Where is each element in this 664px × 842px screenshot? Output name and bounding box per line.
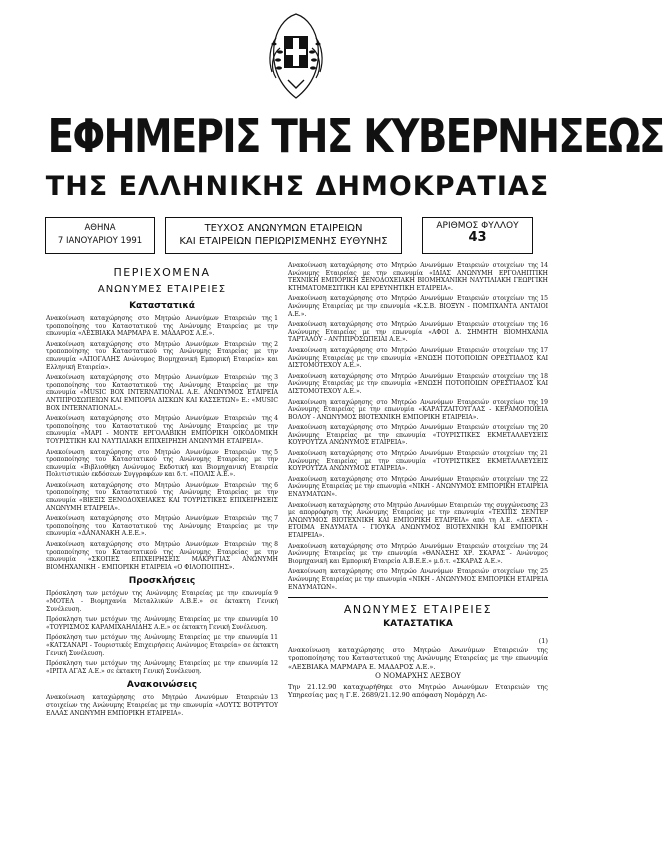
toc-invitation-entry [46,590,278,613]
toc-section-heading: ΑΝΩΝΥΜΕΣ ΕΤΑΙΡΕΙΕΣ [97,284,227,295]
toc-announcement-entry [288,262,548,292]
entry-page-number: 23 [540,501,548,509]
toc-statute-entry [46,341,278,371]
item-text: Ανακοίνωση καταχώρησης στο Μητρώο Ανωνύμων Εταιρειών της τροποποίησης του Καταστατικού της Ανώνυμης Εταιρείας με την επωνυμία «ΛΕΣΒΙΑΚΑ ΜΑΡΜΑΡΑ Ε. ΜΑΔΑΡΟΣ Α.Ε.». [288,645,548,671]
entry-text: Ανακοίνωση καταχώρησης στο Μητρώο Ανωνύμων Εταιρειών στοιχείων της Ανώνυμης Εταιρείας με την επωνυμία «ΝΙΚΗ - ΑΝΩΝΥΜΟΣ ΕΜΠΟΡΙΚΗ ΕΤΑΙΡΕΙΑ ΕΝΔΥΜΑΤΩΝ». [288,568,548,591]
masthead-subtitle: ΤΗΣ ΕΛΛΗΝΙΚΗΣ ΔΗΜΟΚΡΑΤΙΑΣ [45,171,550,202]
section-divider [288,597,548,598]
body-paragraph: Την 21.12.90 καταχωρήθηκε στο Μητρώο Ανωνύμων Εταιρειών της Υπηρεσίας μας η Γ.Ε. 2689/21.12.90 απόφαση Νομάρχη Λε- [288,682,548,699]
toc-invitations-heading: Προσκλήσεις [128,576,196,587]
entry-text: Ανακοίνωση καταχώρησης στο Μητρώο Ανωνύμων Εταιρειών της τροποποίησης του Καταστατικού της Ανώνυμης Εταιρείας με την επωνυμία «ΔΑΝΑΝΑΚΗ Α.Ε.Ε.». [46,515,278,538]
entry-text: Ανακοίνωση καταχώρησης στο Μητρώο Ανωνύμων Εταιρειών στοιχείων της Ανώνυμης Εταιρείας με την επωνυμία «ΙΔΙΑΣ ΑΝΩΝΥΜΗ ΕΡΓΟΛΗΠΤΙΚΗ ΤΕΧΝΙΚΗ ΕΜΠΟΡΙΚΗ ΞΕΝΟΔΟΧΕΙΑΚΗ ΒΙΟΜΗΧΑΝΙΚΗ ΝΑΥΤΙΛΙΑΚΗ ΓΕΩΡΓΙΚΗ ΚΤΗΜΑΤΟΜΕΣΙΤΙΚΗ ΚΑΙ ΕΡΕΥΝΗΤΙΚΗ ΕΤΑΙΡΕΙΑ». [288,262,548,292]
entry-text: Ανακοίνωση καταχώρησης στο Μητρώο Ανωνύμων Εταιρειών στοιχείων της Ανώνυμης Εταιρείας με την επωνυμία «ΕΝΩΣΗ ΠΟΤΟΠΟΙΩΝ ΟΡΕΣΤΙΑΔΟΣ ΚΑΙ ΔΙΣΤΟΜΟΤΕΧΟΥ Α.Ε.». [288,346,548,370]
entry-page-number: 14 [540,262,548,269]
entry-text: Ανακοίνωση καταχώρησης στο Μητρώο Ανωνύμων Εταιρειών στοιχείων της Ανώνυμης Εταιρείας με την επωνυμία «Κ.Σ.Β. ΒΙΟΞΥΝ - ΠΟΜΠΧΑΝΤΑ ΑΝΤΑΙΟΙ Α.Ε.». [288,295,548,318]
entry-text: Ανακοίνωση καταχώρησης στο Μητρώο Ανωνύμων Εταιρειών της τροποποίησης του Καταστατικού της Ανώνυμης Εταιρείας με την επωνυμία «MUSIC BOX INTERNATIONAL Α.Ε. ΑΝΩΝΥΜΟΣ ΕΤΑΙΡΕΙΑ ΑΝΤΙΠΡΟΣΩΠΕΙΩΝ ΚΑΙ ΕΜΠΟΡΙΑ ΔΙΣΚΩΝ ΚΑΙ ΚΑΣΣΕΤΩΝ» Ε.: «MUSIC BOX INTERNATIONAL». [46,374,278,412]
toc-announcements-heading: Ανακοινώσεις [126,680,198,691]
issue-type-line1: ΤΕΥΧΟΣ ΑΝΩΝΥΜΩΝ ΕΤΑΙΡΕΙΩΝ [204,223,363,234]
entry-page-number: 20 [540,424,548,432]
entry-page-number: 12 [270,660,278,668]
entry-page-number: 1 [274,315,278,322]
toc-right-column [288,262,548,699]
toc-invitation-entry [46,616,278,631]
toc-announcement-entry [288,543,548,566]
entry-text: Πρόσκληση των μετόχων της Ανώνυμης Εταιρείας με την επωνυμία «ΤΟΥΡΙΣΜΟΣ ΚΑΡΑΜΙΧΑΗΛΙΔΗΣ Α.Ε.» σε έκτακτη Γενική Συνέλευση. [46,616,269,631]
toc-announcements-list [46,694,278,717]
toc-statute-entry [46,415,278,445]
toc-statute-entry [46,541,278,571]
entry-text: Ανακοίνωση καταχώρησης στο Μητρώο Ανωνύμων Εταιρειών της συγχώνευσης με απορρόφηση της Ανώνυμης Εταιρείας με την επωνυμία «ΤΕΧΠΙΣ ΣΕΝΤΕΡ ΑΝΩΝΥΜΟΣ ΒΙΟΤΕΧΝΙΚΗ ΚΑΙ ΕΜΠΟΡΙΚΗ ΕΤΑΙΡΕΙΑ» από τη Α.Ε. «ΔΕΚΤΑ - ΕΤΟΙΜΑ ΕΝΔΥΜΑΤΑ - ΓΙΟΥΚΑ ΑΝΩΝΥΜΟΣ ΒΙΟΤΕΧΝΙΚΗ ΚΑΙ ΕΜΠΟΡΙΚΗ ΕΤΑΙΡΕΙΑ». [288,501,548,539]
entry-page-number: 2 [274,340,278,348]
entry-page-number: 9 [274,590,278,598]
sheet-number-box [422,217,533,254]
entry-page-number: 7 [274,515,278,523]
toc-title: ΠΕΡΙΕΧΟΜΕΝΑ [113,266,211,279]
entry-page-number: 16 [540,321,548,329]
signatory-title: Ο ΝΟΜΑΡΧΗΣ ΛΕΣΒΟΥ [375,671,461,680]
toc-statute-entry [46,315,278,338]
entry-page-number: 10 [270,616,278,624]
toc-invitation-entry [46,660,278,675]
entry-page-number: 21 [540,450,548,458]
sheet-number: 43 [468,230,487,245]
toc-announcement-entry [288,568,548,591]
entry-text: Ανακοίνωση καταχώρησης στο Μητρώο Ανωνύμων Εταιρειών της τροποποίησης του Καταστατικού της Ανώνυμης Εταιρείας με την επωνυμία «ΜΑΡΙ - ΜΟΝΤΕ ΕΡΓΟΛΑΒΙΚΗ ΕΜΠΟΡΙΚΗ ΟΙΚΟΔΟΜΙΚΗ ΤΟΥΡΙΣΤΙΚΗ ΚΑΙ ΝΑΥΤΙΛΙΑΚΗ ΕΠΙΧΕΙΡΗΣΗ ΑΝΩΝΥΜΗ ΕΤΑΙΡΕΙΑ». [46,415,278,445]
masthead-title: ΕΦΗΜΕΡΙΣ ΤΗΣ ΚΥΒΕΡΝΗΣΕΩΣ [47,109,664,163]
toc-announcement-entry [288,476,548,499]
issue-date: 7 ΙΑΝΟΥΑΡΙΟΥ 1991 [57,236,143,246]
entry-text: Ανακοίνωση καταχώρησης στο Μητρώο Ανωνύμων Εταιρειών στοιχείων της Ανώνυμης Εταιρείας με την επωνυμία «ΚΑΡΑΤΖΑΙΤΟΥΓΛΑΣ - ΚΕΡΑΜΟΠΟΙΕΙΑ ΒΟΛΟΥ - ΑΝΩΝΥΜΟΣ ΒΙΟΤΕΧΝΙΚΗ ΕΜΠΟΡΙΚΗ ΕΤΑΙΡΕΙΑ». [288,398,548,421]
entry-text: Ανακοίνωση καταχώρησης στο Μητρώο Ανωνύμων Εταιρειών της τροποποίησης του Καταστατικού της Ανώνυμης Εταιρείας με την επωνυμία «Βιβλιοθήκη Ανώνυμος Εκδοτική και Βιομηχανική Εταιρεία Πολιτιστικών εκδόσεων Συγγραφέων και δ.τ. «ΠΟΛΙΣ Α.Ε.». [46,448,278,479]
toc-announcement-entry [288,424,548,447]
toc-announcement-entry [288,502,548,540]
toc-announcement-entry [288,373,548,396]
toc-left-column [46,262,278,720]
toc-statute-entry [46,482,278,512]
entry-text: Ανακοίνωση καταχώρησης στο Μητρώο Ανωνύμων Εταιρειών στοιχείων της Ανώνυμης Εταιρείας με την επωνυμία «ΕΝΩΣΗ ΠΟΤΟΠΟΙΩΝ ΟΡΕΣΤΙΑΔΟΣ ΚΑΙ ΔΙΣΤΟΜΟΤΕΧΟΥ Α.Ε.». [288,372,548,395]
entry-page-number: 5 [274,448,278,456]
item-number: (1) [538,637,548,646]
issue-type-line2: ΚΑΙ ΕΤΑΙΡΕΙΩΝ ΠΕΡΙΩΡΙΣΜΕΝΗΣ ΕΥΘΥΝΗΣ [179,236,388,247]
toc-announcement-entry [288,295,548,318]
entry-page-number: 11 [270,634,278,642]
coat-of-arms-emblem [262,8,330,104]
entry-page-number: 18 [540,372,548,380]
entry-text: Πρόσκληση των μετόχων της Ανώνυμης Εταιρείας με την επωνυμία «ΜΟΤΕΛ - Βιομηχανία Μεταλλικών Α.Β.Ε.» σε έκτακτη Γενική Συνέλευση. [46,590,278,613]
place-date-box [45,217,155,254]
toc-statute-entry [46,449,278,479]
entry-text: Ανακοίνωση καταχώρησης στο Μητρώο Ανωνύμων Εταιρειών στοιχείων της Ανώνυμης Εταιρείας με την επωνυμία «ΤΟΥΡΙΣΤΙΚΕΣ ΕΚΜΕΤΑΛΛΕΥΣΕΙΣ ΚΟΥΡΟΥΤΖΑ ΑΝΩΝΥΜΟΣ ΕΤΑΙΡΕΙΑ». [288,450,548,473]
entry-page-number: 24 [540,542,548,550]
toc-statutes-list [46,315,278,571]
sheet-number-label: ΑΡΙΘΜΟΣ ΦΥΛΛΟΥ [436,221,519,231]
entry-page-number: 22 [540,475,548,483]
toc-announcements-continued [288,262,548,591]
toc-invitations-list [46,590,278,675]
entry-page-number: 13 [270,694,278,702]
entry-page-number: 6 [274,481,278,489]
entry-page-number: 3 [274,374,278,382]
entry-text: Πρόσκληση των μετόχων της Ανώνυμης Εταιρείας με την επωνυμία «ΚΑΤΣΑΝΑΡΙ - Τουριστικές Επιχειρήσεις Ανώνυμος Εταιρεία» σε έκτακτη Γενική Συνέλευση. [46,634,278,657]
entry-page-number: 17 [540,346,548,354]
entry-text: Ανακοίνωση καταχώρησης στο Μητρώο Ανωνύμων Εταιρειών στοιχείων της Ανώνυμης Εταιρείας με την επωνυμία «ΘΑΝΑΣΗΣ ΧΡ. ΣΚΑΡΑΣ - Ανώνυμος Βιομηχανική και Εμπορική Εταιρεία Α.Β.Ε.Ε.» μ.δ.τ. «ΣΚΑΡΑΣ Α.Ε.». [288,542,548,565]
body-section-heading: ΑΝΩΝΥΜΕΣ ΕΤΑΙΡΕΙΕΣ [343,603,493,617]
toc-announcement-entry [288,450,548,473]
toc-invitation-entry [46,634,278,657]
entry-text: Ανακοίνωση καταχώρησης στο Μητρώο Ανωνύμων Εταιρειών στοιχείων της Ανώνυμης Εταιρείας με την επωνυμία «ΝΙΚΗ - ΑΝΩΝΥΜΟΣ ΕΜΠΟΡΙΚΗ ΕΤΑΙΡΕΙΑ ΕΝΔΥΜΑΤΩΝ». [288,475,548,499]
entry-text: Ανακοίνωση καταχώρησης στο Μητρώο Ανωνύμων Εταιρειών της τροποποίησης του Καταστατικού της Ανώνυμης Εταιρείας με την επωνυμία «ΣΚΟΠΕΣ ΕΠΙΧΕΙΡΗΣΕΙΣ ΜΑΚΡΥΓΙΑΣ ΑΝΩΝΥΜΗ ΒΙΟΜΗΧΑΝΙΚΗ - ΕΜΠΟΡΙΚΗ ΕΤΑΙΡΕΙΑ «Ο ΦΙΛΟΠΟΙΠΗΣ». [46,541,278,571]
toc-statute-entry [46,515,278,538]
place-label: ΑΘΗΝΑ [84,223,116,233]
entry-text: Ανακοίνωση καταχώρησης στο Μητρώο Ανωνύμων Εταιρειών στοιχείων της Ανώνυμης Εταιρείας με την επωνυμία «ΑΦΟΙ Δ. ΣΗΜΗΤΗ ΒΙΟΜΗΧΑΝΙΑ ΤΑΡΤΑΛΟΥ - ΑΝΤΙΠΡΟΣΩΠΕΙΑΙ Α.Ε.». [288,321,548,344]
toc-statute-entry [46,374,278,412]
entry-text: Ανακοίνωση καταχώρησης στο Μητρώο Ανωνύμων Εταιρειών της τροποποίησης του Καταστατικού της Ανώνυμης Εταιρείας με την επωνυμία «ΛΕΣΒΙΑΚΑ ΜΑΡΜΑΡΑ Ε. ΜΑΔΑΡΟΣ Α.Ε.». [46,315,278,338]
entry-page-number: 8 [274,541,278,549]
entry-text: Ανακοίνωση καταχώρησης στο Μητρώο Ανωνύμων Εταιρειών της τροποποίησης του Καταστατικού της Ανώνυμης Εταιρείας με την επωνυμία «ΑΠΟΓΑΛΗΣ Ανώνυμος Βιομηχανική Εμπορική Εταιρεία» και Ελληνική Εταιρεία». [46,340,278,371]
entry-page-number: 25 [540,568,548,576]
toc-announcement-entry [288,399,548,422]
toc-announcement-entry [46,694,278,717]
toc-statutes-heading: Καταστατικά [129,301,195,311]
issue-type-box [165,217,402,254]
entry-text: Πρόσκληση των μετόχων της Ανώνυμης Εταιρείας με την επωνυμία «ΙΡΙΤΑ ΑΓΑΣ Α.Ε.» σε έκτακτη Γενική Συνέλευση. [46,660,269,675]
entry-page-number: 19 [540,398,548,406]
entry-text: Ανακοίνωση καταχώρησης στο Μητρώο Ανωνύμων Εταιρειών στοιχείων της Ανώνυμης Εταιρείας με την επωνυμία «ΤΟΥΡΙΣΤΙΚΕΣ ΕΚΜΕΤΑΛΛΕΥΣΕΙΣ ΚΟΥΡΟΥΤΖΑ ΑΝΩΝΥΜΟΣ ΕΤΑΙΡΕΙΑ». [288,424,548,447]
entry-text: Ανακοίνωση καταχώρησης στο Μητρώο Ανωνύμων Εταιρειών της τροποποίησης του Καταστατικού της Ανώνυμης Εταιρείας με την επωνυμία «ΒΙΕΞΙΣ ΞΕΝΟΔΟΧΕΙΑΚΕΣ ΚΑΙ ΤΟΥΡΙΣΤΙΚΕΣ ΕΠΙΧΕΙΡΗΣΕΙΣ ΑΝΩΝΥΜΗ ΕΤΑΙΡΕΙΑ». [46,481,278,512]
entry-page-number: 4 [274,415,278,423]
toc-announcement-entry [288,321,548,344]
toc-announcement-entry [288,347,548,370]
entry-text: Ανακοίνωση καταχώρησης στο Μητρώο Ανωνύμων Εταιρειών στοιχείων της Ανώνυμης Εταιρείας με την επωνυμία «ΛΟΥΤΣ ΒΟΤΡΥΤΟΥ ΕΛΛΑΣ ΑΝΩΝΥΜΗ ΕΜΠΟΡΙΚΗ ΕΤΑΙΡΕΙΑ». [46,694,278,717]
body-subsection-heading: ΚΑΤΑΣΤΑΤΙΚΑ [383,619,453,630]
entry-page-number: 15 [540,295,548,303]
